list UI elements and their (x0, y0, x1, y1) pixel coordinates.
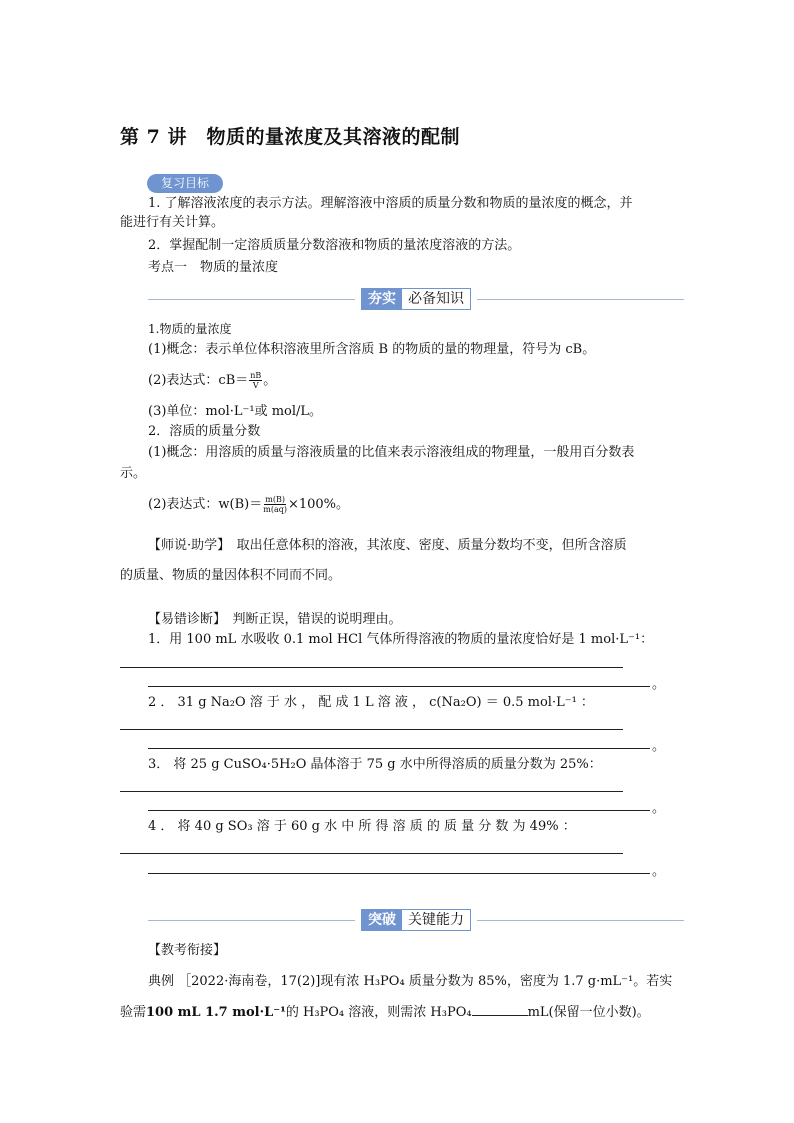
example-bold-text: 100 mL 1.7 mol·L⁻¹ (146, 1005, 286, 1020)
goal-1-line-2: 能进行有关计算。 (120, 215, 225, 230)
period: 。 (652, 801, 666, 816)
section-header-knowledge (148, 287, 684, 311)
section-header-ability (148, 908, 684, 932)
question-2: 2 ． 31 g Na₂O 溶 于 水 ， 配 成 1 L 溶 液 ， c(Na₂O) ＝ 0.5 mol·L⁻¹ ： (148, 695, 594, 710)
fraction-numerator: m(B) (265, 495, 285, 504)
page-title: 第 7 讲 物质的量浓度及其溶液的配制 (120, 126, 460, 148)
answer-line[interactable] (148, 873, 650, 874)
fraction-denominator: m(aq) (263, 505, 287, 514)
section-tag: 突破 (362, 910, 402, 930)
mass-fraction-concept-line-1: (1)概念：用溶质的质量与溶液质量的比值来表示溶液组成的物理量，一般用百分数表 (148, 445, 635, 460)
formula-prefix: (2)表达式：cB＝ (148, 373, 249, 388)
answer-line[interactable] (148, 686, 650, 687)
answer-line[interactable] (120, 667, 623, 668)
divider (148, 920, 355, 921)
example-line-2 (120, 1003, 650, 1023)
section-label-box (361, 288, 471, 310)
divider (477, 299, 684, 300)
period: 。 (652, 677, 666, 692)
heading-molarity: 1.物质的量浓度 (148, 322, 232, 336)
goal-2: 2．掌握配制一定溶质质量分数溶液和物质的量浓度溶液的方法。 (148, 238, 521, 253)
period: 。 (652, 739, 666, 754)
divider (148, 299, 355, 300)
teach-heading: 【教考衔接】 (148, 943, 227, 958)
fraction-denominator: V (252, 381, 259, 390)
section-tag: 夯实 (362, 289, 402, 309)
mass-fraction-formula (148, 495, 349, 515)
answer-blank[interactable] (472, 1003, 528, 1016)
diagnosis-heading: 【易错诊断】 判断正误，错误的说明理由。 (148, 612, 402, 627)
formula-suffix: ×100%。 (287, 497, 350, 512)
fraction (249, 371, 262, 390)
kaodian-heading: 考点一 物质的量浓度 (148, 260, 279, 275)
section-label: 关键能力 (402, 910, 470, 930)
example-text: 的 H₃PO₄ 溶液，则需浓 H₃PO₄ (285, 1005, 472, 1020)
section-label: 必备知识 (402, 289, 470, 309)
example-line-1: 典例 ［2022·海南卷，17(2)]现有浓 H₃PO₄ 质量分数为 85%，密度为 1.7 g·mL⁻¹。若实 (148, 974, 673, 989)
answer-line[interactable] (148, 810, 650, 811)
fraction-numerator: nB (250, 371, 262, 380)
molarity-formula (148, 371, 276, 391)
answer-line[interactable] (120, 853, 623, 854)
fraction (263, 495, 287, 514)
goal-1-line-1: 1. 了解溶液浓度的表示方法。理解溶液中溶质的质量分数和物质的量浓度的概念，并 (148, 196, 633, 211)
heading-mass-fraction: 2．溶质的质量分数 (148, 424, 261, 439)
answer-line[interactable] (120, 729, 623, 730)
section-label-box (361, 909, 471, 931)
question-4: 4 ． 将 40 g SO₃ 溶 于 60 g 水 中 所 得 溶 质 的 质 量 分 数 为 49% ： (148, 819, 576, 834)
question-1: 1．用 100 mL 水吸收 0.1 mol HCl 气体所得溶液的物质的量浓度恰好是 1 mol·L⁻¹： (148, 632, 654, 647)
molarity-concept: (1)概念：表示单位体积溶液里所含溶质 B 的物质的量的物理量，符号为 cB。 (148, 342, 596, 357)
example-text: 验需 (120, 1005, 147, 1020)
tip-line-1: 【师说·助学】 取出任意体积的溶液，其浓度、密度、质量分数均不变，但所含溶质 (148, 538, 627, 553)
review-goals-badge: 复习目标 (147, 174, 223, 193)
formula-prefix: (2)表达式：w(B)＝ (148, 497, 263, 512)
mass-fraction-concept-line-2: 示。 (120, 466, 147, 481)
example-text: mL(保留一位小数)。 (527, 1005, 650, 1020)
tip-line-2: 的质量、物质的量因体积不同而不同。 (120, 568, 342, 583)
period: 。 (652, 864, 666, 879)
divider (477, 920, 684, 921)
answer-line[interactable] (120, 791, 623, 792)
molarity-unit: (3)单位：mol·L⁻¹或 mol/L。 (148, 404, 323, 419)
question-3: 3． 将 25 g CuSO₄·5H₂O 晶体溶于 75 g 水中所得溶质的质量分数为 25%： (148, 757, 602, 772)
formula-suffix: 。 (263, 373, 277, 388)
answer-line[interactable] (148, 748, 650, 749)
